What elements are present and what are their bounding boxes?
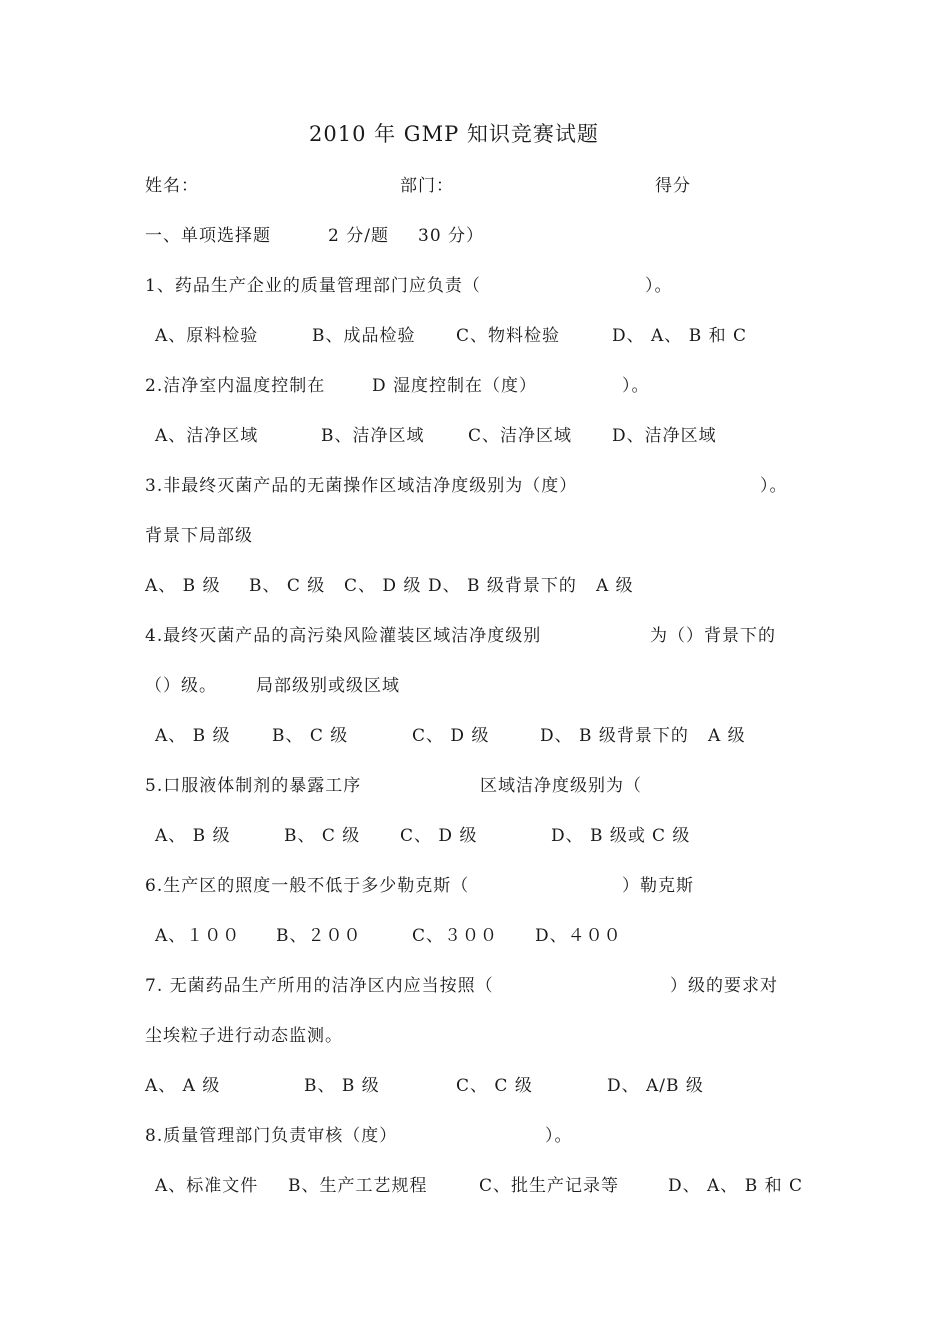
question-5-option-c: C、 D 级 <box>400 826 478 846</box>
question-7-stem-continued: 尘埃粒子进行动态监测。 <box>145 1026 343 1046</box>
question-1-option-c: C、物料检验 <box>456 326 561 346</box>
question-8-option-b: B、生产工艺规程 <box>288 1176 428 1196</box>
question-7-option-a: A、 A 级 <box>145 1076 221 1096</box>
question-5-blank: 区域洁净度级别为（ <box>480 776 642 796</box>
question-2-option-b: B、洁净区域 <box>321 426 425 446</box>
question-5-option-a: A、 B 级 <box>155 826 231 846</box>
section-label: 一、单项选择题 <box>145 226 271 246</box>
question-1-stem: 1、药品生产企业的质量管理部门应负责（ <box>145 276 481 296</box>
question-2-blank: ）。 <box>622 376 650 396</box>
question-3-option-d: D、 B 级背景下的 <box>428 576 577 596</box>
question-7-stem: 7. 无菌药品生产所用的洁净区内应当按照（ <box>145 976 494 996</box>
question-6-stem: 6.生产区的照度一般不低于多少勒克斯（ <box>145 876 470 896</box>
question-4-option-a: A、 B 级 <box>155 726 231 746</box>
question-4-stem-tail: 局部级别或级区域 <box>256 676 400 696</box>
question-4-option-c: C、 D 级 <box>412 726 490 746</box>
question-1-option-d: D、 A、 B 和 C <box>612 326 748 346</box>
question-2-option-a: A、洁净区域 <box>155 426 259 446</box>
score-label: 得分 <box>655 176 691 196</box>
question-8-option-a: A、标准文件 <box>155 1176 259 1196</box>
question-3-option-d-tail: A 级 <box>596 576 634 596</box>
question-2-option-d: D、洁净区域 <box>612 426 717 446</box>
question-1-option-b: B、成品检验 <box>312 326 416 346</box>
question-4-option-b: B、 C 级 <box>272 726 349 746</box>
question-3-option-a: A、 B 级 <box>145 576 221 596</box>
question-3-option-c: C、 D 级 <box>344 576 422 596</box>
question-4-stem-continued: （）级。 <box>145 676 217 696</box>
question-6-option-b: B、２００ <box>276 926 362 946</box>
question-7-option-c: C、 C 级 <box>456 1076 533 1096</box>
question-4-option-d-tail: A 级 <box>708 726 746 746</box>
question-8-blank: ）。 <box>545 1126 573 1146</box>
question-4-blank: 为（）背景下的 <box>650 626 776 646</box>
question-3-blank: ）。 <box>760 476 788 496</box>
question-7-option-b: B、 B 级 <box>304 1076 380 1096</box>
question-6-option-a: A、１００ <box>155 926 241 946</box>
question-4-option-d: D、 B 级背景下的 <box>540 726 689 746</box>
section-per-question: 2 分/题 <box>328 226 389 246</box>
question-4-stem: 4.最终灭菌产品的高污染风险灌装区域洁净度级别 <box>145 626 542 646</box>
question-7-blank: ）级的要求对 <box>670 976 778 996</box>
question-2-stem: 2.洁净室内温度控制在 <box>145 376 326 396</box>
question-6-option-c: C、３００ <box>412 926 499 946</box>
question-5-option-b: B、 C 级 <box>284 826 361 846</box>
question-8-stem: 8.质量管理部门负责审核（度） <box>145 1126 398 1146</box>
name-label: 姓名： <box>145 176 199 196</box>
question-5-option-d-tail: C 级 <box>652 826 691 846</box>
question-5-option-d: D、 B 级或 <box>551 826 646 846</box>
question-7-option-d: D、 A/B 级 <box>607 1076 704 1096</box>
question-6-blank: ）勒克斯 <box>622 876 694 896</box>
question-2-option-c: C、洁净区域 <box>468 426 573 446</box>
question-1-blank: ）。 <box>645 276 673 296</box>
question-6-option-d: D、４００ <box>535 926 622 946</box>
dept-label: 部门： <box>400 176 454 196</box>
question-8-option-c: C、批生产记录等 <box>479 1176 620 1196</box>
question-3-stem: 3.非最终灭菌产品的无菌操作区域洁净度级别为（度） <box>145 476 578 496</box>
question-5-stem: 5.口服液体制剂的暴露工序 <box>145 776 362 796</box>
section-total: 30 分） <box>418 226 485 246</box>
question-3-option-b: B、 C 级 <box>249 576 326 596</box>
question-2-mid: D 湿度控制在（度） <box>372 376 538 396</box>
question-8-option-d: D、 A、 B 和 C <box>668 1176 804 1196</box>
question-1-option-a: A、原料检验 <box>155 326 259 346</box>
page-title: 2010 年 GMP 知识竞赛试题 <box>309 122 599 146</box>
question-3-stem-continued: 背景下局部级 <box>145 526 253 546</box>
